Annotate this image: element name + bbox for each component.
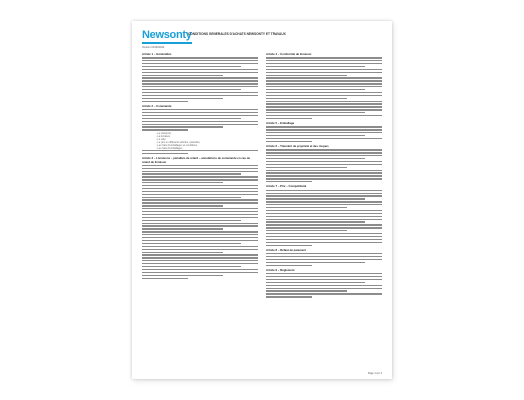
text-line [266, 239, 382, 240]
left-column [142, 50, 258, 280]
text-line [266, 103, 382, 104]
document-page [132, 21, 392, 379]
text-line [266, 293, 382, 294]
text-line [142, 72, 258, 73]
text-line [266, 175, 382, 176]
text-line [266, 265, 312, 266]
text-line [266, 115, 382, 116]
text-line [266, 253, 382, 254]
text-line [142, 278, 188, 279]
text-line [266, 112, 365, 113]
section-title: Article 6 – Transfert de propriété et des risques [266, 144, 329, 149]
text-line [266, 167, 347, 168]
text-line [142, 66, 241, 67]
bullet-item: - Le vidé, [156, 138, 167, 142]
text-line [142, 176, 258, 177]
text-line [266, 282, 365, 283]
text-line [266, 69, 382, 70]
text-line [266, 201, 382, 202]
text-line [266, 75, 347, 76]
text-line [266, 161, 382, 162]
section-title: Article 2 – Commande [142, 103, 172, 108]
text-line [142, 185, 258, 186]
text-line [142, 254, 258, 255]
text-line [266, 57, 382, 58]
text-line [266, 158, 365, 159]
text-line [266, 279, 382, 280]
text-line [266, 126, 382, 127]
text-line [266, 195, 382, 196]
text-line [266, 106, 382, 107]
text-line [142, 237, 258, 238]
text-line [266, 77, 382, 78]
bullet-item: - La livraison, [156, 135, 171, 139]
section-title: Article 8 – Défaut de paiement [266, 247, 306, 252]
text-line [142, 240, 258, 241]
section-title: Article 7 – Prix – Compétitivité [266, 184, 307, 189]
text-line [142, 109, 258, 110]
text-line [266, 132, 382, 133]
text-line [266, 155, 382, 156]
text-line [266, 245, 312, 246]
text-line [266, 210, 382, 211]
text-line [266, 86, 382, 87]
text-line [142, 75, 223, 76]
text-line [142, 266, 241, 267]
text-line [142, 225, 258, 226]
text-line [142, 150, 258, 151]
text-line [142, 260, 258, 261]
text-line [142, 112, 258, 113]
bullet-item: - Le transport, [156, 132, 172, 136]
text-line [142, 77, 258, 78]
text-line [142, 63, 258, 64]
text-line [266, 63, 382, 64]
text-line [266, 66, 365, 67]
text-line [142, 89, 241, 90]
text-line [142, 197, 241, 198]
text-line [142, 83, 258, 84]
text-line [142, 275, 223, 276]
text-line [266, 80, 382, 81]
document-date: Version 01/06/2022 [142, 46, 165, 49]
text-line [266, 233, 382, 234]
text-line [266, 118, 312, 119]
text-line [142, 211, 258, 212]
text-line [142, 126, 223, 127]
text-line [142, 205, 223, 206]
document-title: CONDITIONS GENERALES D'ACHATS NEWSONTY ET TRAVAUX [188, 32, 286, 36]
text-line [266, 221, 365, 222]
section-title: Article 1 – Généralités [142, 52, 172, 56]
text-line [142, 188, 258, 189]
text-line [266, 193, 382, 194]
text-line [266, 262, 365, 263]
text-line [142, 231, 258, 232]
text-line [142, 69, 258, 70]
text-line [142, 199, 258, 200]
section-title: Article 3 – Livraisons – pénalités de retard – annulations de commande en cas de retard de livraison [142, 156, 251, 164]
text-line [142, 257, 258, 258]
text-line [266, 230, 347, 231]
text-line [266, 224, 382, 225]
text-line [266, 242, 382, 243]
text-line [266, 198, 365, 199]
text-line [266, 129, 382, 130]
text-line [142, 86, 258, 87]
text-line [266, 273, 382, 274]
text-line [142, 153, 188, 154]
text-line [142, 92, 258, 93]
logo-text: Newsonty [142, 29, 192, 41]
text-line [142, 171, 258, 172]
text-line [266, 216, 382, 217]
text-line [142, 191, 258, 192]
text-line [266, 236, 382, 237]
text-line [142, 121, 258, 122]
text-line [142, 249, 258, 250]
text-line [266, 290, 347, 291]
text-line [266, 219, 382, 220]
text-line [142, 57, 258, 58]
text-line [266, 204, 382, 205]
text-line [142, 168, 258, 169]
page-number: Page 1 sur 3 [367, 372, 382, 375]
text-line [266, 285, 382, 286]
text-line [266, 256, 382, 257]
right-column [266, 50, 382, 299]
text-line [142, 223, 258, 224]
text-line [266, 172, 382, 173]
text-line [266, 181, 312, 182]
text-line [142, 269, 258, 270]
text-line [266, 135, 365, 136]
text-line [266, 89, 365, 90]
text-line [142, 60, 258, 61]
text-line [142, 129, 188, 130]
section-title: Article 9 – Règlement [266, 267, 295, 272]
text-line [142, 98, 223, 99]
text-line [266, 288, 382, 289]
section-title: Article 4 – Conformité de livraison [266, 52, 312, 56]
text-line [142, 194, 258, 195]
text-line [142, 217, 258, 218]
text-line [266, 170, 382, 171]
text-line [266, 138, 382, 139]
text-line [142, 202, 258, 203]
text-line [266, 83, 382, 84]
text-line [142, 220, 241, 221]
text-line [266, 178, 382, 179]
text-line [142, 179, 258, 180]
text-line [266, 213, 382, 214]
text-line [142, 95, 258, 96]
text-line [142, 101, 188, 102]
text-line [266, 101, 382, 102]
text-line [142, 80, 258, 81]
text-line [266, 259, 382, 260]
text-line [142, 182, 223, 183]
text-line [266, 141, 312, 142]
text-line [142, 272, 258, 273]
text-line [142, 118, 241, 119]
text-line [266, 95, 382, 96]
text-line [142, 208, 258, 209]
text-line [266, 164, 382, 165]
bullet-item: - Les frais d'emballages et conditions, [156, 144, 198, 148]
bullet-item: - Les frais d'emballages [156, 147, 183, 151]
text-line [266, 152, 382, 153]
text-line [142, 124, 258, 125]
logo-underline [142, 42, 192, 44]
text-line [266, 98, 347, 99]
text-line [142, 165, 258, 166]
text-line [142, 243, 241, 244]
text-line [142, 228, 223, 229]
text-line [266, 227, 382, 228]
bullet-item: - Le prix en différents articles, quantités, [156, 141, 201, 145]
text-line [142, 252, 223, 253]
text-line [266, 60, 382, 61]
text-line [266, 92, 382, 93]
text-line [142, 214, 258, 215]
text-line [142, 234, 258, 235]
newsonty-logo [142, 29, 192, 41]
text-line [266, 276, 382, 277]
text-line [142, 263, 258, 264]
text-line [142, 173, 241, 174]
text-line [266, 149, 382, 150]
bullet-list [142, 132, 258, 150]
section-title: Article 5 – Emballage [266, 121, 295, 126]
text-line [266, 72, 382, 73]
text-line [142, 246, 258, 247]
text-line [266, 207, 347, 208]
text-line [266, 296, 312, 297]
text-line [266, 190, 382, 191]
text-line [142, 115, 258, 116]
text-line [266, 109, 382, 110]
